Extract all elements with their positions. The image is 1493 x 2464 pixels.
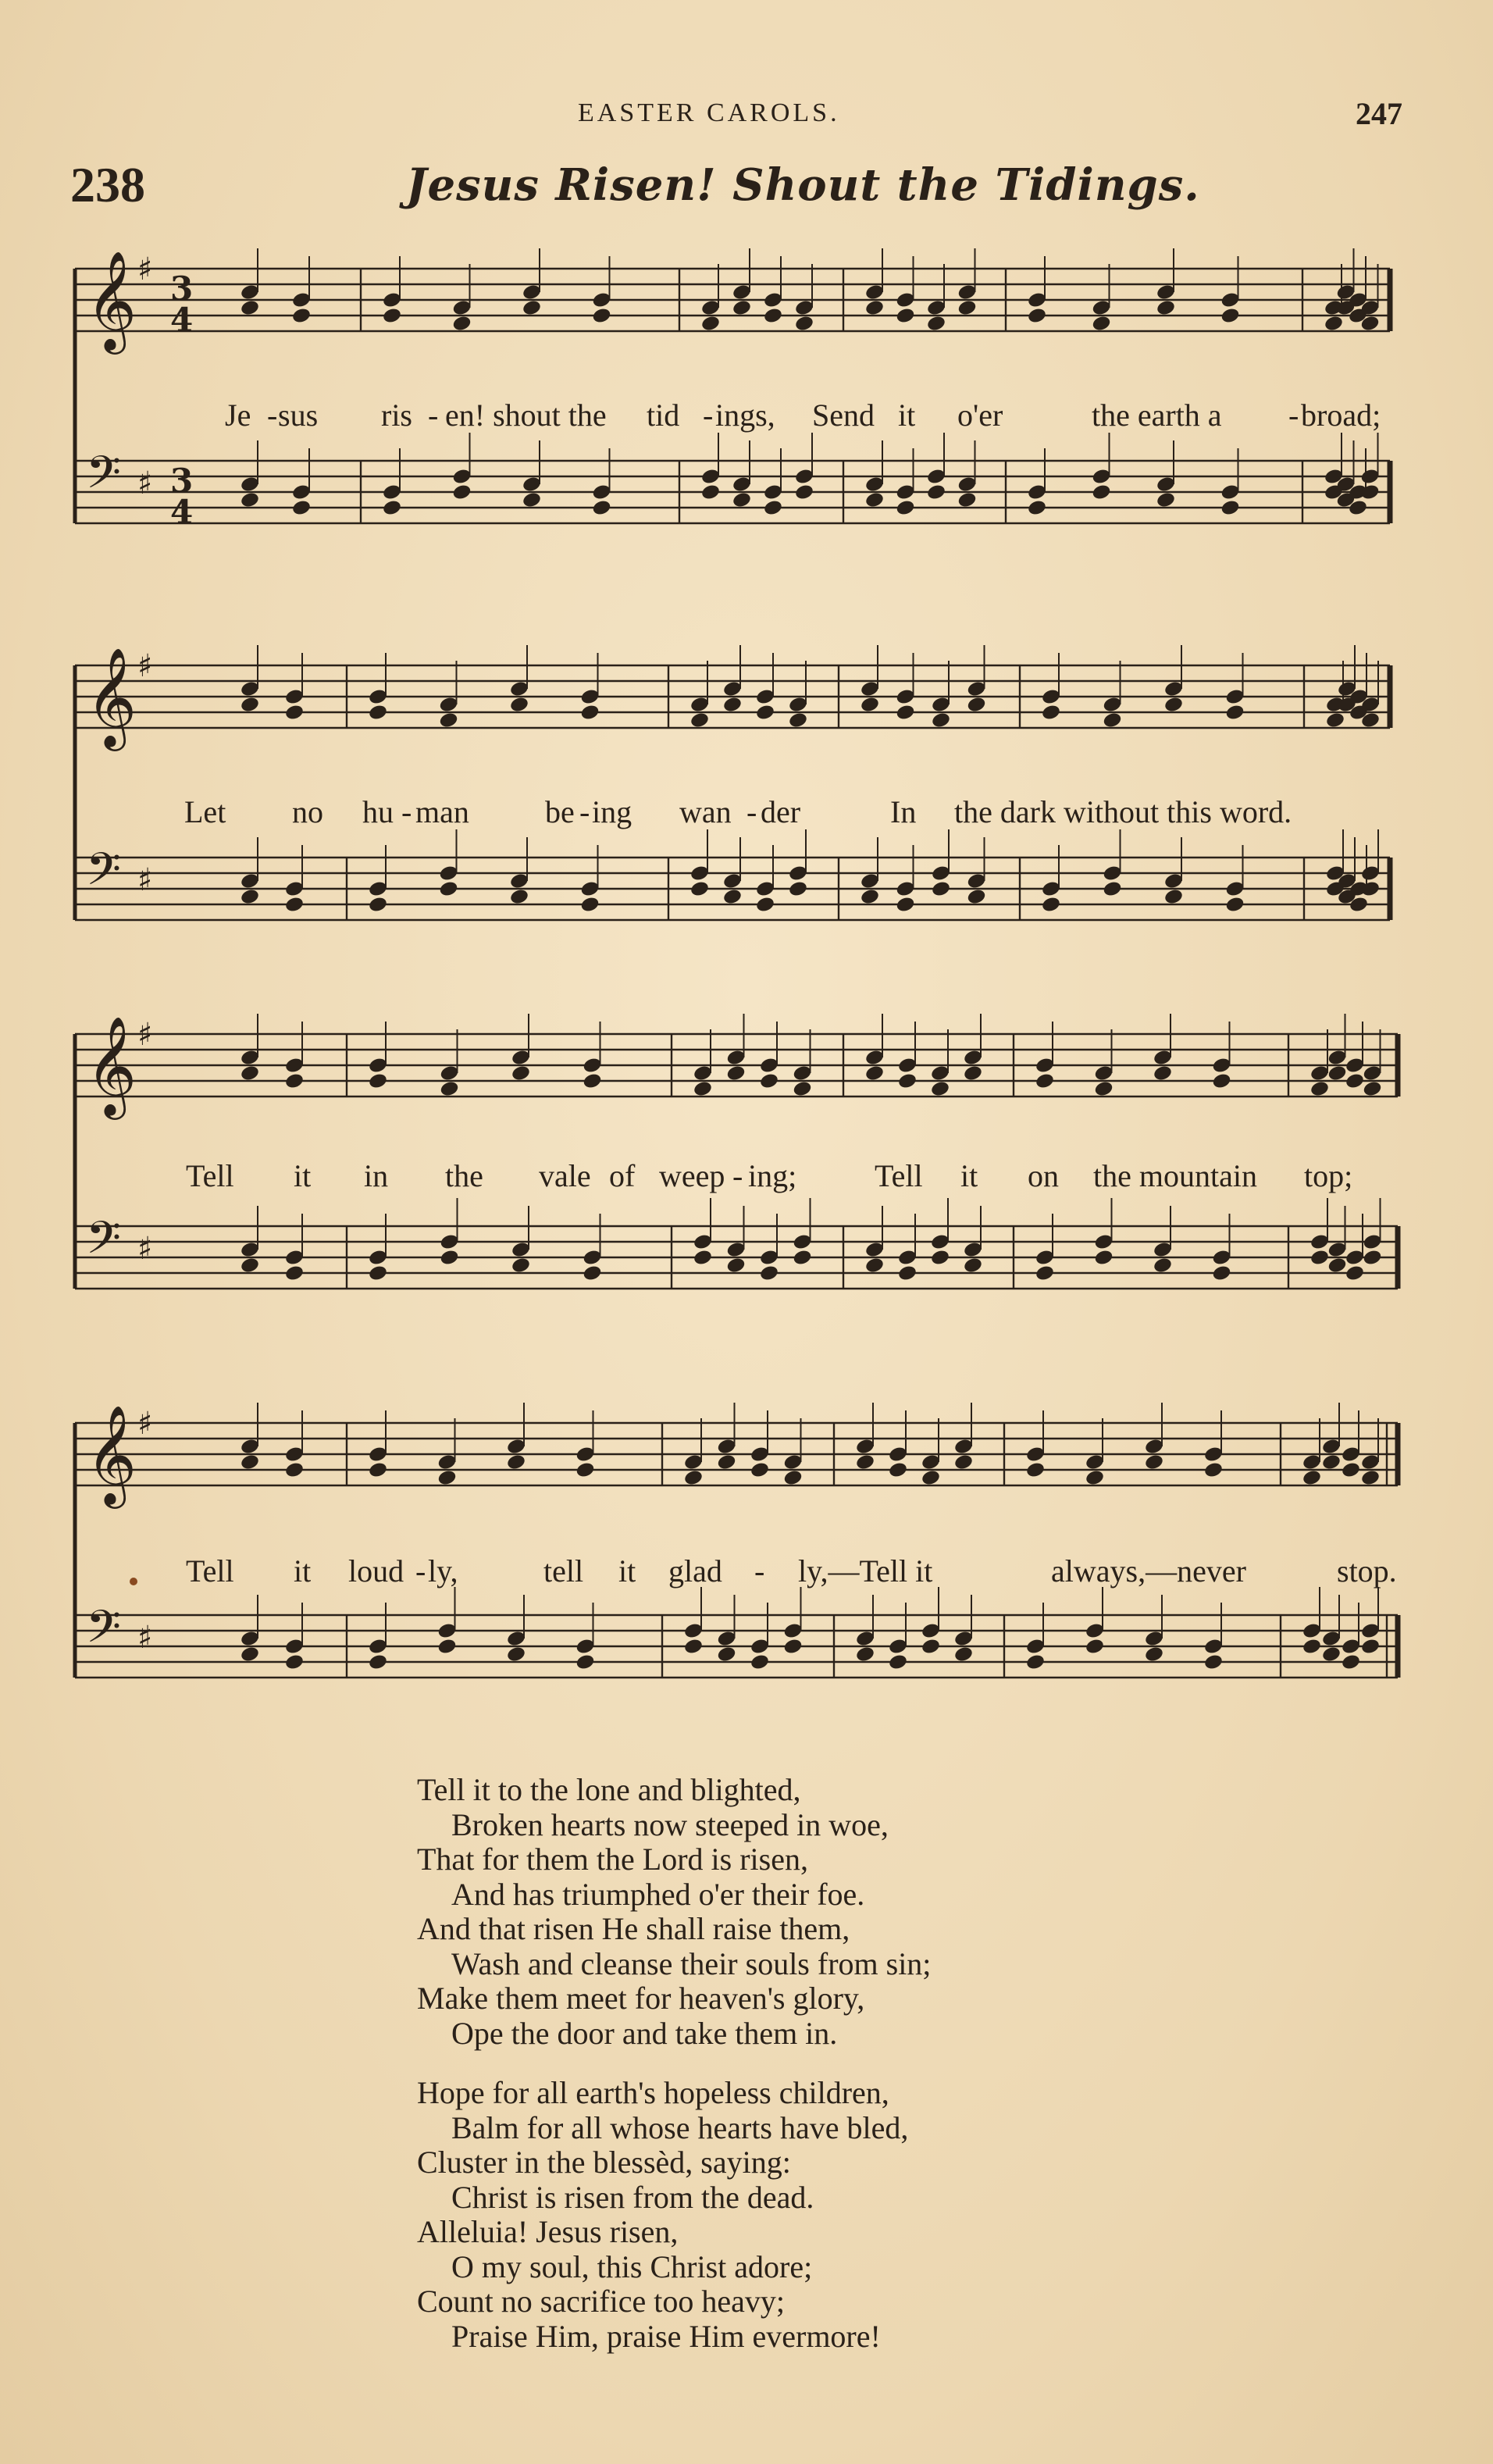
- lyric-syllable: -: [415, 1553, 426, 1589]
- music-system-4: [70, 1389, 1413, 1748]
- notehead: [511, 1064, 531, 1082]
- hymn-number: 238: [70, 157, 145, 212]
- notehead: [1203, 1461, 1224, 1479]
- notehead: [1144, 1453, 1164, 1471]
- lyric-syllable: broad;: [1301, 398, 1381, 433]
- notehead: [240, 1257, 260, 1275]
- lyric-syllable: vale: [539, 1158, 591, 1193]
- notehead: [368, 1653, 388, 1671]
- treble-clef-icon: 𝄞: [86, 1015, 137, 1115]
- lyric-syllable: the dark without this word.: [954, 794, 1292, 829]
- lyric-syllable: Let: [184, 794, 226, 829]
- notehead: [1144, 1646, 1164, 1663]
- notehead: [1327, 1257, 1347, 1275]
- notehead: [931, 880, 951, 898]
- stanza-line: Balm for all whose hearts have bled,: [451, 2109, 909, 2145]
- notehead: [451, 315, 472, 333]
- stanza-line: O my soul, this Christ adore;: [451, 2248, 813, 2284]
- lyric-syllable: ly,—Tell it: [798, 1553, 933, 1589]
- lyric-syllable: loud: [348, 1553, 404, 1589]
- notehead: [926, 483, 946, 501]
- bass-clef-icon: 𝄢: [86, 1211, 122, 1275]
- notehead: [897, 1072, 918, 1090]
- notehead: [284, 896, 305, 914]
- notehead: [1224, 896, 1245, 914]
- lyrics-line-4: [70, 1553, 1413, 1592]
- notehead: [794, 315, 814, 333]
- notehead: [240, 299, 260, 317]
- lyric-syllable: ly,: [428, 1553, 458, 1589]
- lyric-syllable: -: [1288, 398, 1299, 433]
- lyric-syllable: -: [267, 398, 278, 433]
- notehead: [240, 1453, 260, 1471]
- notehead: [683, 1638, 704, 1656]
- notehead: [240, 1064, 260, 1082]
- notehead: [1025, 1653, 1046, 1671]
- notehead: [895, 896, 915, 914]
- notehead: [284, 1653, 305, 1671]
- notehead: [755, 704, 775, 722]
- notehead: [575, 1461, 595, 1479]
- notehead: [963, 1257, 983, 1275]
- music-system-2: [70, 631, 1413, 990]
- ink-spot: [130, 1578, 137, 1585]
- stanza-line: Christ is risen from the dead.: [451, 2179, 814, 2215]
- notehead: [722, 696, 743, 714]
- notehead: [1163, 888, 1184, 906]
- additional-stanzas: [417, 1773, 1198, 2379]
- notehead: [953, 1453, 974, 1471]
- notehead: [860, 696, 880, 714]
- treble-clef-icon: 𝄞: [86, 250, 137, 350]
- lyric-syllable: stop.: [1337, 1553, 1397, 1589]
- notehead: [1309, 1080, 1330, 1098]
- notehead: [855, 1453, 875, 1471]
- notehead: [788, 711, 808, 729]
- notehead: [864, 491, 885, 509]
- lyric-syllable: glad: [668, 1553, 722, 1589]
- lyric-syllable: always,—never: [1051, 1553, 1246, 1589]
- notehead: [1041, 896, 1061, 914]
- notehead: [689, 880, 710, 898]
- stanza-line: And has triumphed o'er their foe.: [451, 1876, 865, 1912]
- notehead: [953, 1646, 974, 1663]
- notehead: [582, 1072, 602, 1090]
- lyric-syllable: weep: [659, 1158, 725, 1193]
- notehead: [1362, 1249, 1382, 1267]
- lyrics-line-3: [70, 1157, 1413, 1196]
- notehead: [284, 1264, 305, 1282]
- notehead: [1091, 315, 1111, 333]
- lyric-syllable: tell: [543, 1553, 584, 1589]
- notehead: [591, 307, 611, 325]
- notehead: [579, 704, 600, 722]
- hymn-title: Jesus Risen! Shout the Tidings.: [406, 159, 1200, 211]
- notehead: [930, 1080, 950, 1098]
- notehead: [693, 1080, 713, 1098]
- notehead: [575, 1653, 595, 1671]
- notehead: [1321, 1646, 1342, 1663]
- sharp-icon: ♯: [137, 1231, 153, 1267]
- notehead: [1027, 499, 1047, 517]
- notehead: [382, 307, 402, 325]
- notehead: [1163, 696, 1184, 714]
- notehead: [1324, 315, 1344, 333]
- notehead: [1203, 1653, 1224, 1671]
- notehead: [451, 483, 472, 501]
- notehead: [755, 896, 775, 914]
- notehead: [438, 880, 458, 898]
- lyric-syllable: no: [292, 794, 323, 829]
- lyric-syllable: der: [761, 794, 801, 829]
- sharp-icon: ♯: [137, 465, 153, 501]
- notehead: [750, 1461, 770, 1479]
- lyric-syllable: -: [703, 398, 714, 433]
- notehead: [693, 1249, 713, 1267]
- notehead: [1211, 1264, 1231, 1282]
- notehead: [284, 1072, 305, 1090]
- notehead: [759, 1264, 779, 1282]
- notehead: [509, 888, 529, 906]
- lyric-syllable: it: [898, 398, 916, 433]
- lyric-syllable: on: [1028, 1158, 1059, 1193]
- notehead: [522, 299, 542, 317]
- lyric-syllable: the: [445, 1158, 483, 1193]
- notehead: [368, 1072, 388, 1090]
- lyric-syllable: -: [746, 794, 757, 829]
- time-signature-top: 3: [170, 269, 194, 308]
- notehead: [763, 499, 783, 517]
- notehead: [1302, 1638, 1322, 1656]
- notehead: [1093, 1080, 1114, 1098]
- lyric-syllable: the earth a: [1092, 398, 1222, 433]
- notehead: [864, 1064, 885, 1082]
- notehead: [240, 491, 260, 509]
- notehead: [382, 499, 402, 517]
- notehead: [926, 315, 946, 333]
- lyric-syllable: o'er: [957, 398, 1003, 433]
- notehead: [1102, 711, 1122, 729]
- lyric-syllable: en! shout the: [445, 398, 607, 433]
- notehead: [240, 888, 260, 906]
- time-signature-bottom: 4: [170, 301, 194, 339]
- lyric-syllable: wan: [679, 794, 732, 829]
- lyric-syllable: ing: [592, 794, 632, 829]
- sharp-icon: ♯: [137, 862, 153, 898]
- notehead: [1224, 704, 1245, 722]
- notehead: [732, 299, 752, 317]
- notehead: [683, 1469, 704, 1487]
- notehead: [1085, 1638, 1105, 1656]
- notehead: [1325, 711, 1345, 729]
- lyric-syllable: of: [609, 1158, 636, 1193]
- notehead: [782, 1638, 803, 1656]
- notehead: [591, 499, 611, 517]
- section-title: EASTER CAROLS.: [578, 98, 840, 127]
- music-system-3: [70, 1000, 1413, 1359]
- notehead: [963, 1064, 983, 1082]
- notehead: [522, 491, 542, 509]
- notehead: [1341, 1653, 1361, 1671]
- stanza-line: Tell it to the lone and blighted,: [417, 1772, 801, 1807]
- notehead: [439, 1080, 459, 1098]
- notehead: [855, 1646, 875, 1663]
- notehead: [1156, 299, 1176, 317]
- notehead: [1156, 491, 1176, 509]
- stanza-line: That for them the Lord is risen,: [417, 1842, 808, 1877]
- lyric-syllable: Send: [812, 398, 875, 433]
- notehead: [284, 1461, 305, 1479]
- sharp-icon: ♯: [137, 1406, 153, 1442]
- notehead: [1359, 483, 1380, 501]
- notehead: [579, 896, 600, 914]
- notehead: [1360, 880, 1381, 898]
- notehead: [725, 1257, 746, 1275]
- stanza-line: Count no sacrifice too heavy;: [417, 2284, 785, 2319]
- notehead: [368, 896, 388, 914]
- notehead: [921, 1469, 941, 1487]
- treble-clef-icon: 𝄞: [86, 1404, 137, 1504]
- treble-clef-icon: 𝄞: [86, 647, 137, 747]
- notehead: [240, 696, 260, 714]
- lyric-syllable: be: [545, 794, 575, 829]
- notehead: [732, 491, 752, 509]
- notehead: [1362, 1080, 1382, 1098]
- notehead: [1360, 1638, 1381, 1656]
- notehead: [1220, 307, 1240, 325]
- notehead: [957, 491, 977, 509]
- stanza-line: Ope the door and take them in.: [451, 2015, 838, 2051]
- notehead: [716, 1646, 736, 1663]
- notehead: [1035, 1072, 1055, 1090]
- bass-clef-icon: 𝄢: [86, 446, 122, 510]
- stanza-line: Praise Him, praise Him evermore!: [451, 2318, 881, 2354]
- sharp-icon: ♯: [137, 1620, 153, 1656]
- notehead: [511, 1257, 531, 1275]
- notehead: [792, 1080, 812, 1098]
- notehead: [957, 299, 977, 317]
- notehead: [782, 1469, 803, 1487]
- notehead: [1341, 1461, 1361, 1479]
- lyric-syllable: in: [364, 1158, 389, 1193]
- notehead: [700, 483, 721, 501]
- lyric-syllable: ris: [381, 398, 412, 433]
- notehead: [794, 483, 814, 501]
- notehead: [966, 696, 986, 714]
- lyric-syllable: ing;: [748, 1158, 797, 1193]
- notehead: [689, 711, 710, 729]
- notehead: [788, 880, 808, 898]
- notehead: [1091, 483, 1111, 501]
- lyric-syllable: Tell: [186, 1553, 234, 1589]
- notehead: [750, 1653, 770, 1671]
- notehead: [921, 1638, 941, 1656]
- notehead: [1035, 1264, 1055, 1282]
- lyric-syllable: it: [294, 1158, 312, 1193]
- notehead: [1309, 1249, 1330, 1267]
- notehead: [895, 499, 915, 517]
- lyric-syllable: Tell: [875, 1158, 923, 1193]
- bass-clef-icon: 𝄢: [86, 843, 122, 907]
- notehead: [930, 1249, 950, 1267]
- page-number: 247: [1356, 96, 1402, 131]
- lyric-syllable: man: [415, 794, 469, 829]
- notehead: [895, 307, 915, 325]
- notehead: [506, 1646, 526, 1663]
- notehead: [582, 1264, 602, 1282]
- music-system-1: [70, 234, 1413, 594]
- notehead: [509, 696, 529, 714]
- bass-clef-icon: 𝄢: [86, 1600, 122, 1664]
- notehead: [291, 499, 312, 517]
- lyric-syllable: sus: [278, 398, 319, 433]
- notehead: [1153, 1257, 1173, 1275]
- lyric-syllable: -: [754, 1553, 765, 1589]
- notehead: [792, 1249, 812, 1267]
- notehead: [506, 1453, 526, 1471]
- notehead: [1345, 1264, 1365, 1282]
- notehead: [1025, 1461, 1046, 1479]
- notehead: [1027, 307, 1047, 325]
- notehead: [1211, 1072, 1231, 1090]
- lyric-syllable: Tell: [186, 1158, 234, 1193]
- notehead: [888, 1461, 908, 1479]
- time-signature-bottom: 4: [170, 493, 194, 531]
- lyric-syllable: it: [960, 1158, 978, 1193]
- stanza-line: Make them meet for heaven's glory,: [417, 1981, 865, 2016]
- lyric-syllable: Je: [225, 398, 251, 433]
- notehead: [1220, 499, 1240, 517]
- notehead: [368, 704, 388, 722]
- lyric-syllable: it: [618, 1553, 636, 1589]
- stanza-2: [417, 1773, 1198, 2051]
- notehead: [722, 888, 743, 906]
- notehead: [1345, 1072, 1365, 1090]
- notehead: [897, 1264, 918, 1282]
- lyric-syllable: -: [579, 794, 590, 829]
- notehead: [864, 299, 885, 317]
- notehead: [888, 1653, 908, 1671]
- lyric-syllable: top;: [1304, 1158, 1353, 1193]
- time-signature-top: 3: [170, 462, 194, 500]
- lyric-syllable: ings,: [715, 398, 775, 433]
- notehead: [436, 1638, 457, 1656]
- notehead: [291, 307, 312, 325]
- notehead: [240, 1646, 260, 1663]
- notehead: [439, 1249, 459, 1267]
- notehead: [763, 307, 783, 325]
- notehead: [1102, 880, 1122, 898]
- notehead: [895, 704, 915, 722]
- stanza-3: [417, 2076, 1198, 2354]
- notehead: [1041, 704, 1061, 722]
- notehead: [725, 1064, 746, 1082]
- notehead: [438, 711, 458, 729]
- stanza-line: And that risen He shall raise them,: [417, 1911, 850, 1946]
- lyric-syllable: -: [401, 794, 412, 829]
- notehead: [1321, 1453, 1342, 1471]
- lyrics-line-1: [70, 397, 1413, 436]
- page-header: [0, 92, 1493, 139]
- lyrics-line-2: [70, 793, 1413, 833]
- notehead: [759, 1072, 779, 1090]
- sharp-icon: ♯: [137, 648, 153, 684]
- stanza-line: Broken hearts now steeped in woe,: [451, 1806, 889, 1842]
- notehead: [1327, 1064, 1347, 1082]
- stanza-line: Wash and cleanse their souls from sin;: [451, 1945, 932, 1981]
- lyric-syllable: tid: [647, 398, 680, 433]
- sharp-icon: ♯: [137, 251, 153, 287]
- notehead: [1085, 1469, 1105, 1487]
- stanza-line: Alleluia! Jesus risen,: [417, 2214, 679, 2249]
- lyric-syllable: hu: [362, 794, 394, 829]
- notehead: [1360, 1469, 1381, 1487]
- notehead: [368, 1264, 388, 1282]
- lyric-syllable: -: [428, 398, 439, 433]
- sharp-icon: ♯: [137, 1017, 153, 1053]
- lyric-syllable: the mountain: [1093, 1158, 1257, 1193]
- lyric-syllable: -: [732, 1158, 743, 1193]
- notehead: [860, 888, 880, 906]
- stanza-line: Cluster in the blessèd, saying:: [417, 2145, 791, 2180]
- stanza-line: Hope for all earth's hopeless children,: [417, 2075, 889, 2110]
- notehead: [716, 1453, 736, 1471]
- notehead: [1093, 1249, 1114, 1267]
- notehead: [284, 704, 305, 722]
- lyric-syllable: In: [890, 794, 917, 829]
- notehead: [1153, 1064, 1173, 1082]
- lyric-syllable: it: [294, 1553, 312, 1589]
- notehead: [966, 888, 986, 906]
- notehead: [436, 1469, 457, 1487]
- notehead: [931, 711, 951, 729]
- notehead: [368, 1461, 388, 1479]
- notehead: [1302, 1469, 1322, 1487]
- notehead: [864, 1257, 885, 1275]
- notehead: [700, 315, 721, 333]
